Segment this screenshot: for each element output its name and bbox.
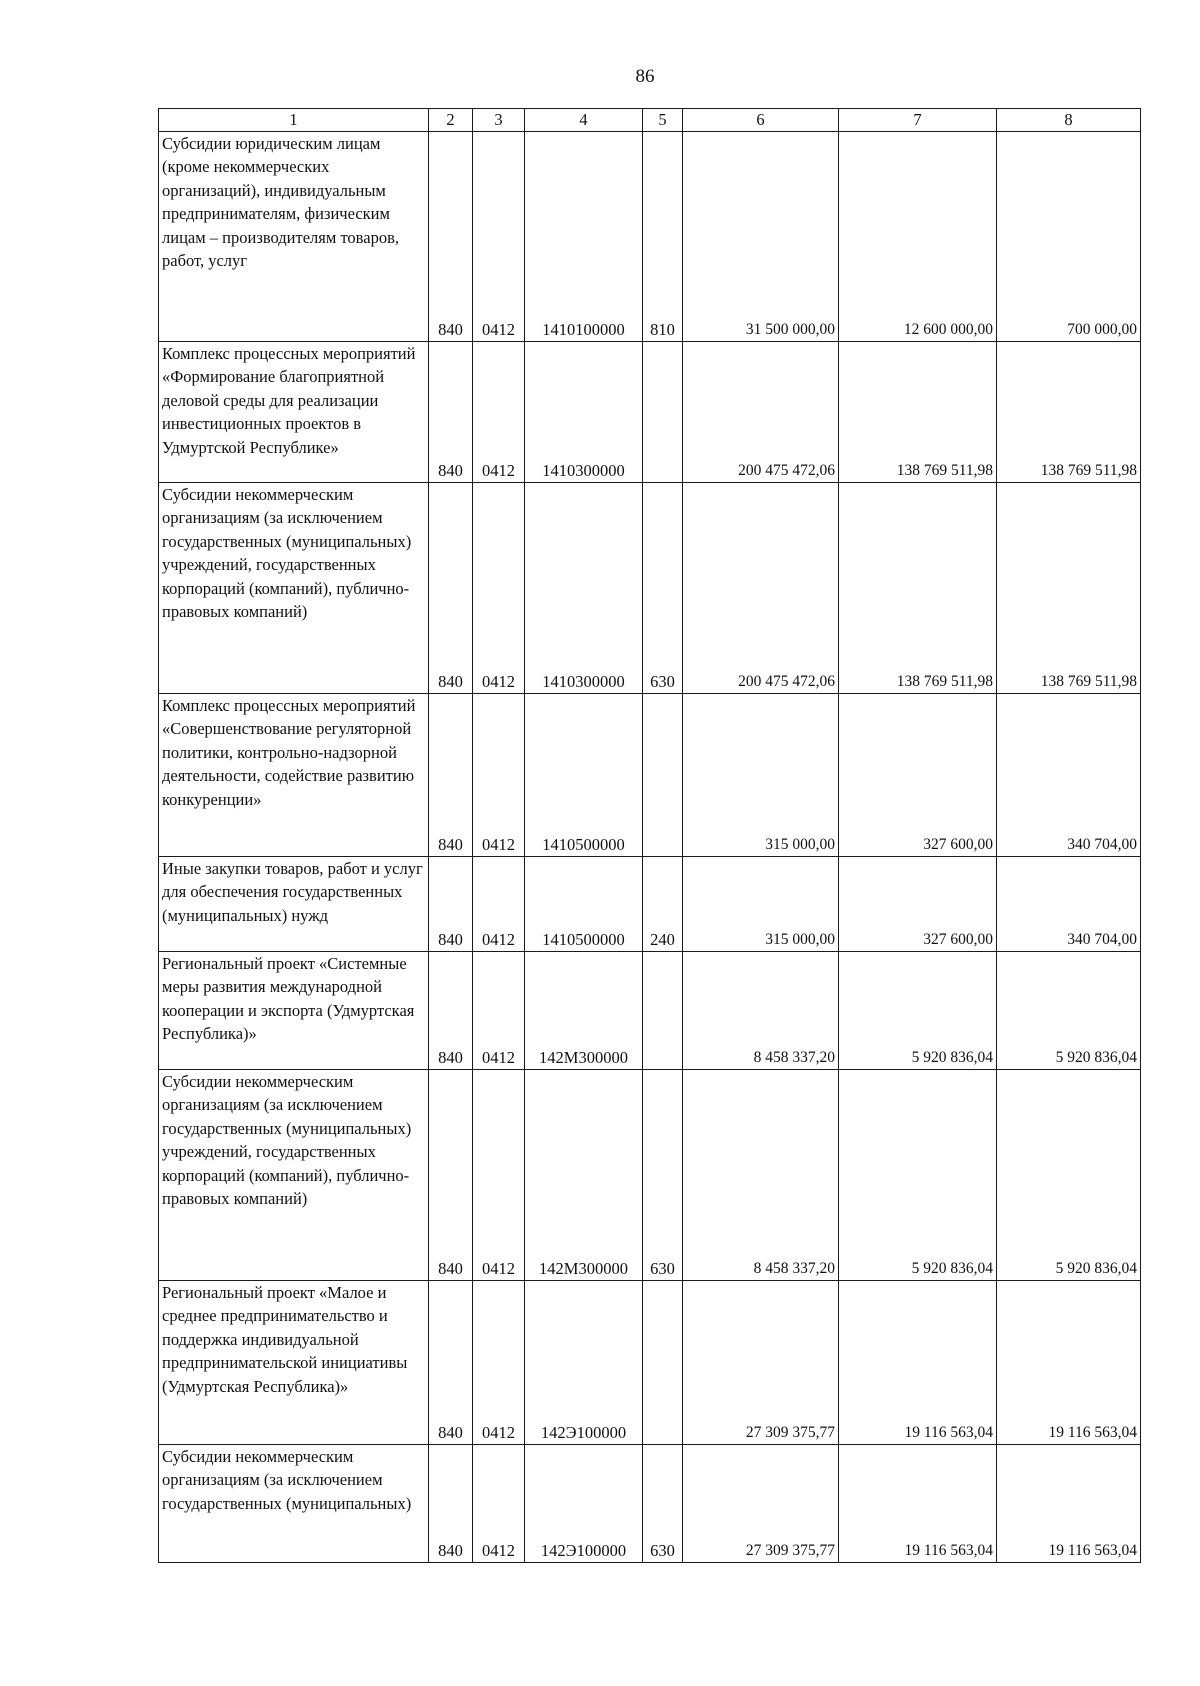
target-item-code: 1410300000	[525, 483, 643, 694]
amount-year-2: 138 769 511,98	[839, 342, 997, 483]
row-name: Иные закупки товаров, работ и услуг для обеспечения государственных (муниципальных) нужд	[159, 857, 429, 952]
row-name: Региональный проект «Системные меры развития международной кооперации и экспорта (Удмуртская Республика)»	[159, 952, 429, 1070]
target-item-code: 142Э100000	[525, 1281, 643, 1445]
target-item-code: 1410100000	[525, 132, 643, 342]
gr-code: 840	[429, 694, 473, 857]
amount-year-1: 200 475 472,06	[683, 342, 839, 483]
amount-year-1: 27 309 375,77	[683, 1445, 839, 1563]
amount-year-2: 19 116 563,04	[839, 1445, 997, 1563]
page-number: 86	[635, 66, 655, 87]
section-code: 0412	[473, 857, 525, 952]
amount-year-3: 340 704,00	[997, 857, 1141, 952]
row-name: Субсидии некоммерческим организациям (за исключением государственных (муниципальных) учреждений, государственных корпораций (компаний), публично-правовых компаний)	[159, 483, 429, 694]
section-code: 0412	[473, 694, 525, 857]
table-row	[159, 1445, 1141, 1563]
amount-year-3: 138 769 511,98	[997, 483, 1141, 694]
row-name: Субсидии некоммерческим организациям (за исключением государственных (муниципальных) учреждений, государственных корпораций (компаний), публично-правовых компаний)	[159, 1070, 429, 1281]
amount-year-3: 19 116 563,04	[997, 1445, 1141, 1563]
expense-type-code: 630	[643, 483, 683, 694]
target-item-code: 1410300000	[525, 342, 643, 483]
amount-year-1: 200 475 472,06	[683, 483, 839, 694]
table-row	[159, 483, 1141, 694]
column-header: 5	[643, 109, 683, 132]
amount-year-3: 5 920 836,04	[997, 952, 1141, 1070]
table-row	[159, 694, 1141, 857]
expense-type-code: 630	[643, 1070, 683, 1281]
budget-table	[158, 108, 1141, 1563]
amount-year-2: 19 116 563,04	[839, 1281, 997, 1445]
section-code: 0412	[473, 952, 525, 1070]
amount-year-1: 8 458 337,20	[683, 952, 839, 1070]
section-code: 0412	[473, 342, 525, 483]
gr-code: 840	[429, 132, 473, 342]
amount-year-2: 327 600,00	[839, 857, 997, 952]
table-row	[159, 952, 1141, 1070]
amount-year-2: 12 600 000,00	[839, 132, 997, 342]
amount-year-3: 138 769 511,98	[997, 342, 1141, 483]
gr-code: 840	[429, 1281, 473, 1445]
expense-type-code: 810	[643, 132, 683, 342]
expense-type-code: 240	[643, 857, 683, 952]
gr-code: 840	[429, 857, 473, 952]
target-item-code: 142Э100000	[525, 1445, 643, 1563]
section-code: 0412	[473, 1445, 525, 1563]
column-header: 8	[997, 109, 1141, 132]
amount-year-1: 315 000,00	[683, 694, 839, 857]
table-row	[159, 342, 1141, 483]
table-row	[159, 857, 1141, 952]
column-header: 1	[159, 109, 429, 132]
amount-year-3: 700 000,00	[997, 132, 1141, 342]
gr-code: 840	[429, 1445, 473, 1563]
column-header: 3	[473, 109, 525, 132]
column-header: 2	[429, 109, 473, 132]
table-row	[159, 132, 1141, 342]
amount-year-2: 5 920 836,04	[839, 1070, 997, 1281]
amount-year-1: 27 309 375,77	[683, 1281, 839, 1445]
amount-year-1: 8 458 337,20	[683, 1070, 839, 1281]
expense-type-code: 630	[643, 1445, 683, 1563]
gr-code: 840	[429, 1070, 473, 1281]
section-code: 0412	[473, 132, 525, 342]
expense-type-code	[643, 952, 683, 1070]
amount-year-3: 19 116 563,04	[997, 1281, 1141, 1445]
amount-year-2: 138 769 511,98	[839, 483, 997, 694]
gr-code: 840	[429, 342, 473, 483]
expense-type-code	[643, 1281, 683, 1445]
row-name: Комплекс процессных мероприятий «Совершенствование регуляторной политики, контрольно-надзорной деятельности, содействие развитию конкуренции»	[159, 694, 429, 857]
expense-type-code	[643, 694, 683, 857]
row-name: Региональный проект «Малое и среднее предпринимательство и поддержка индивидуальной предпринимательской инициативы (Удмуртская Республика)»	[159, 1281, 429, 1445]
section-code: 0412	[473, 483, 525, 694]
row-name: Субсидии некоммерческим организациям (за исключением государственных (муниципальных)	[159, 1445, 429, 1563]
column-header: 4	[525, 109, 643, 132]
amount-year-3: 5 920 836,04	[997, 1070, 1141, 1281]
gr-code: 840	[429, 952, 473, 1070]
amount-year-1: 31 500 000,00	[683, 132, 839, 342]
target-item-code: 142М300000	[525, 952, 643, 1070]
target-item-code: 1410500000	[525, 694, 643, 857]
row-name: Субсидии юридическим лицам (кроме некоммерческих организаций), индивидуальным предпринимателям, физическим лицам – производителям товаров, работ, услуг	[159, 132, 429, 342]
section-code: 0412	[473, 1070, 525, 1281]
amount-year-2: 327 600,00	[839, 694, 997, 857]
amount-year-1: 315 000,00	[683, 857, 839, 952]
table-row	[159, 1281, 1141, 1445]
amount-year-2: 5 920 836,04	[839, 952, 997, 1070]
target-item-code: 142М300000	[525, 1070, 643, 1281]
column-header: 6	[683, 109, 839, 132]
section-code: 0412	[473, 1281, 525, 1445]
column-header: 7	[839, 109, 997, 132]
table-row	[159, 1070, 1141, 1281]
target-item-code: 1410500000	[525, 857, 643, 952]
expense-type-code	[643, 342, 683, 483]
row-name: Комплекс процессных мероприятий «Формирование благоприятной деловой среды для реализации инвестиционных проектов в Удмуртской Республике»	[159, 342, 429, 483]
table-header-row	[159, 109, 1141, 132]
gr-code: 840	[429, 483, 473, 694]
amount-year-3: 340 704,00	[997, 694, 1141, 857]
